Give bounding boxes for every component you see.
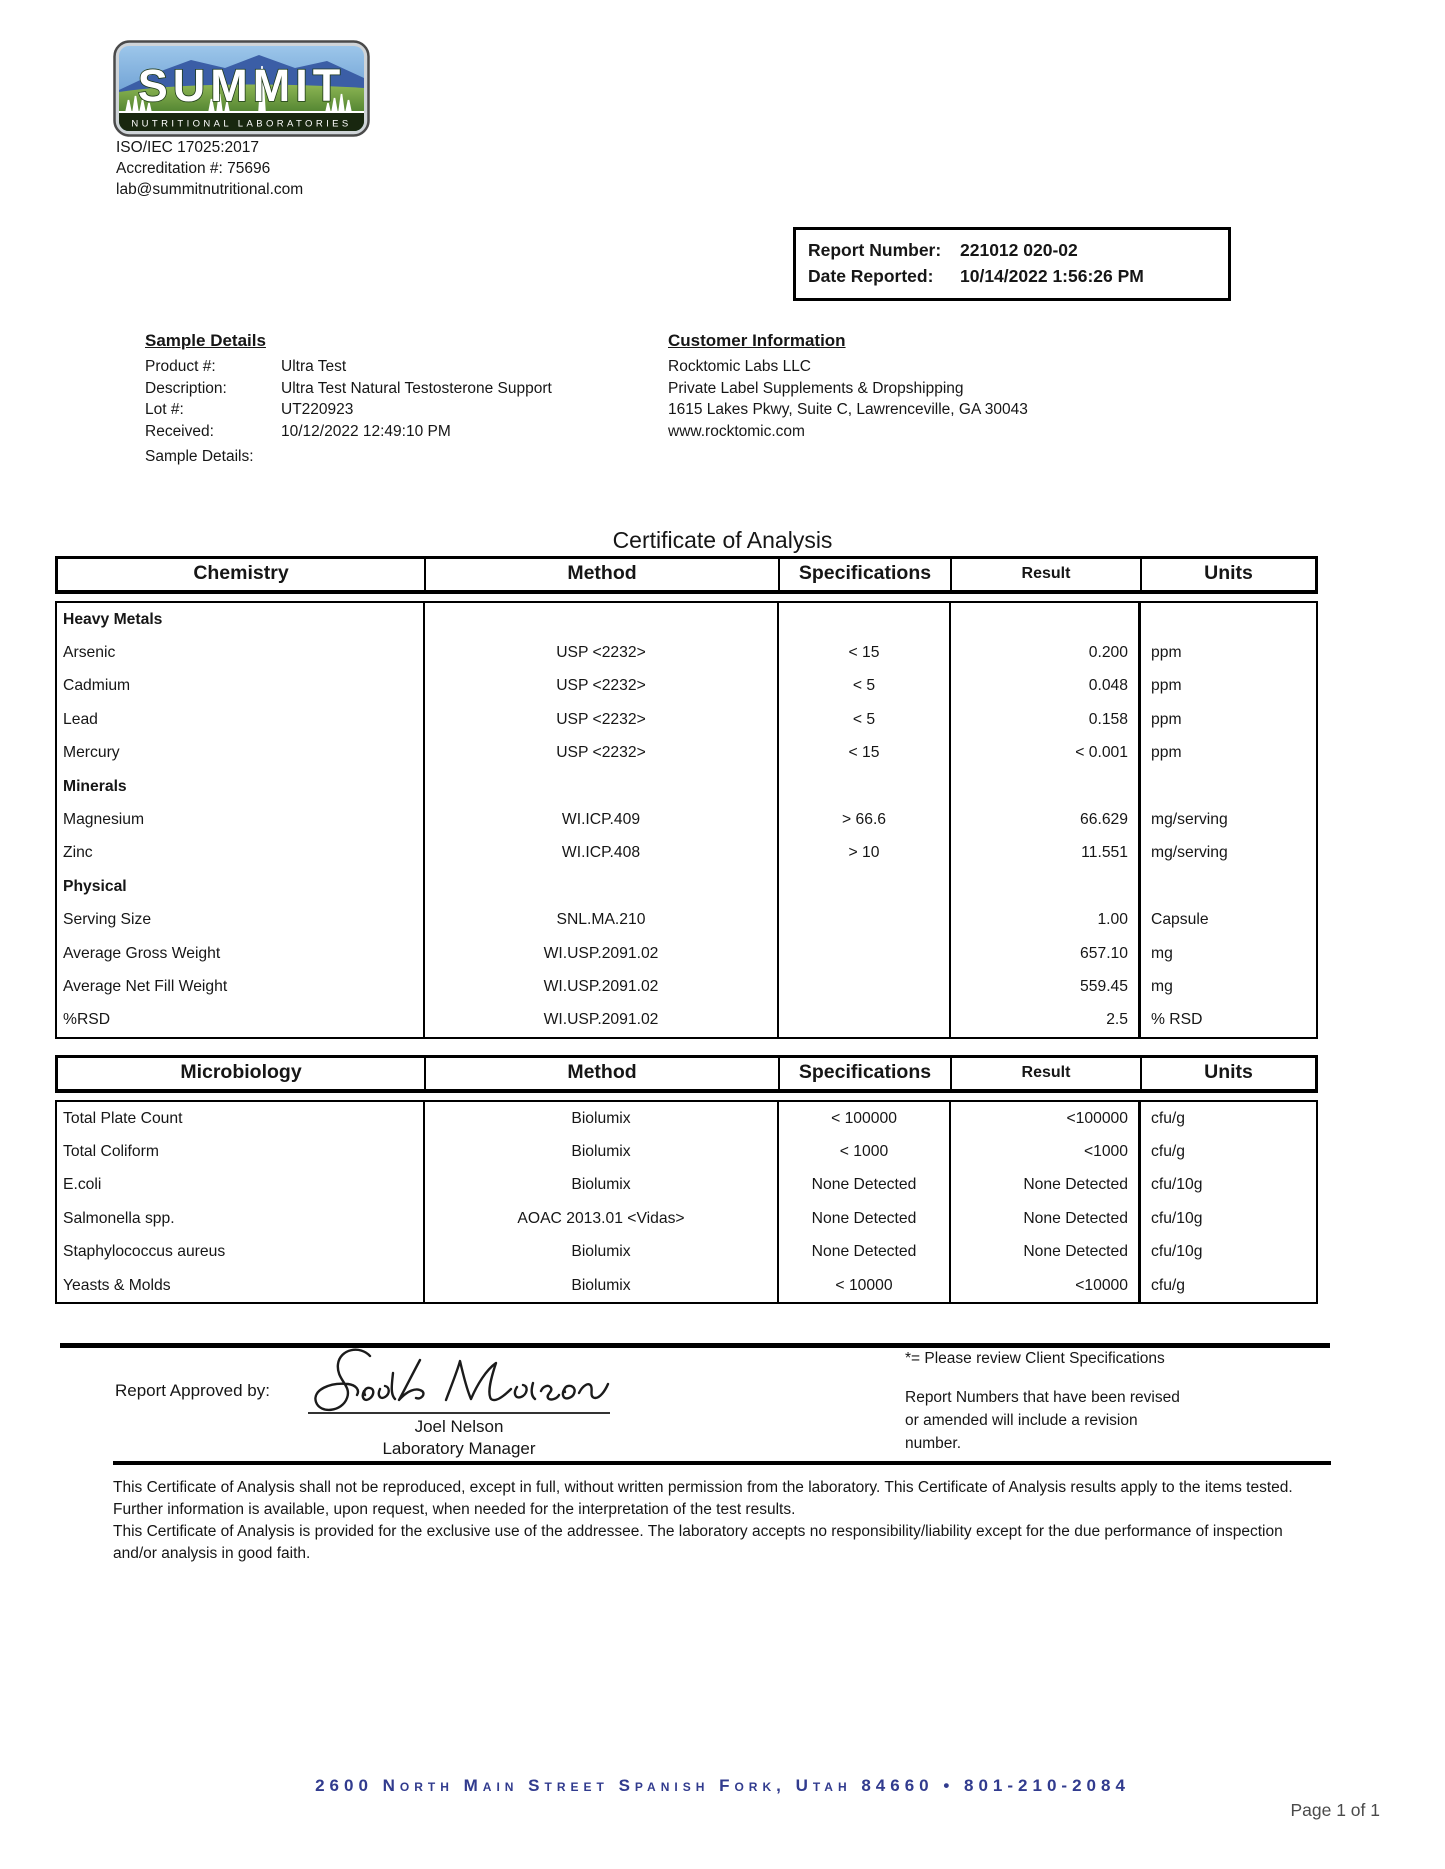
summit-logo-image bbox=[113, 40, 370, 137]
cell-units: % RSD bbox=[1151, 1011, 1203, 1029]
cell-result: 11.551 bbox=[951, 837, 1141, 870]
cell-method: WI.USP.2091.02 bbox=[425, 937, 779, 970]
cell-result: <100000 bbox=[951, 1102, 1141, 1135]
sample-detail-value: 10/12/2022 12:49:10 PM bbox=[281, 422, 451, 440]
cell-result: None Detected bbox=[951, 1236, 1141, 1269]
cell-name: Staphylococcus aureus bbox=[57, 1236, 425, 1269]
column-header: Specifications bbox=[780, 1058, 952, 1089]
cell-result: 1.00 bbox=[951, 904, 1141, 937]
cell-name: Cadmium bbox=[57, 670, 425, 703]
column-header: Specifications bbox=[780, 559, 952, 590]
cell-name: Total Coliform bbox=[57, 1135, 425, 1168]
cell-units: mg/serving bbox=[1151, 844, 1228, 862]
cell-spec: < 15 bbox=[779, 636, 951, 669]
customer-information-heading: Customer Information bbox=[668, 331, 846, 350]
cell-method: WI.USP.2091.02 bbox=[425, 1004, 779, 1037]
cell-units bbox=[1141, 870, 1316, 903]
column-header: Method bbox=[426, 1058, 780, 1089]
cell-spec: < 5 bbox=[779, 703, 951, 736]
sample-details-rows bbox=[145, 356, 552, 442]
page-number: Page 1 of 1 bbox=[1290, 1800, 1380, 1820]
cell-method bbox=[425, 603, 779, 636]
cell-name: %RSD bbox=[57, 1004, 425, 1037]
column-header: Units bbox=[1204, 1061, 1253, 1083]
column-header: Chemistry bbox=[58, 559, 426, 590]
cell-units: cfu/g bbox=[1151, 1276, 1186, 1294]
cell-method: Biolumix bbox=[425, 1236, 779, 1269]
table-row bbox=[57, 636, 1316, 669]
cell-name: Arsenic bbox=[57, 636, 425, 669]
cell-units: ppm bbox=[1151, 744, 1182, 762]
table-row bbox=[57, 1236, 1316, 1269]
cell-method: WI.ICP.408 bbox=[425, 837, 779, 870]
cell-units: mg/serving bbox=[1151, 811, 1228, 829]
cell-method: WI.USP.2091.02 bbox=[425, 970, 779, 1003]
sample-detail-label: Lot #: bbox=[145, 401, 184, 418]
cell-method bbox=[425, 770, 779, 803]
microbiology-table-body bbox=[55, 1100, 1318, 1304]
date-reported-value: 10/14/2022 1:56:26 PM bbox=[960, 266, 1144, 286]
table-row bbox=[57, 737, 1316, 770]
cell-result: 0.158 bbox=[951, 703, 1141, 736]
cell-method: USP <2232> bbox=[425, 670, 779, 703]
microbiology-table bbox=[55, 1055, 1318, 1304]
sample-details-extra-label: Sample Details: bbox=[145, 448, 254, 465]
table-row bbox=[57, 670, 1316, 703]
column-header: Units bbox=[1204, 562, 1253, 584]
cell-spec bbox=[779, 870, 951, 903]
cell-units: cfu/g bbox=[1151, 1143, 1186, 1161]
sample-detail-label: Description: bbox=[145, 379, 227, 397]
cell-method: Biolumix bbox=[425, 1269, 779, 1302]
table-row bbox=[57, 1004, 1316, 1037]
approver-title: Laboratory Manager bbox=[382, 1439, 536, 1458]
accreditation-block bbox=[116, 137, 303, 200]
cell-method: Biolumix bbox=[425, 1102, 779, 1135]
customer-information-lines bbox=[668, 356, 1028, 442]
cell-result: 66.629 bbox=[951, 803, 1141, 836]
accreditation-number-line: Accreditation #: 75696 bbox=[116, 160, 271, 177]
cell-units: Capsule bbox=[1151, 911, 1209, 929]
cell-name: Average Gross Weight bbox=[57, 937, 425, 970]
cell-result: None Detected bbox=[951, 1202, 1141, 1235]
sample-detail-label: Received: bbox=[145, 422, 214, 440]
signature bbox=[300, 1340, 615, 1420]
divider-rule-top bbox=[60, 1343, 1330, 1348]
table-row bbox=[57, 1102, 1316, 1135]
cell-method: USP <2232> bbox=[425, 636, 779, 669]
cell-spec: < 1000 bbox=[779, 1135, 951, 1168]
cell-method bbox=[425, 870, 779, 903]
report-number-value: 221012 020-02 bbox=[960, 240, 1078, 260]
cell-result bbox=[951, 870, 1141, 903]
cell-units bbox=[1141, 770, 1316, 803]
column-header: Method bbox=[426, 559, 780, 590]
table-row bbox=[57, 1269, 1316, 1302]
sample-detail-value: Ultra Test Natural Testosterone Support bbox=[281, 379, 552, 397]
date-reported-label: Date Reported: bbox=[808, 266, 934, 286]
column-header: Result bbox=[952, 559, 1142, 590]
chemistry-table bbox=[55, 556, 1318, 1039]
report-number-label: Report Number: bbox=[808, 240, 942, 260]
sample-detail-value: Ultra Test bbox=[281, 358, 347, 375]
table-row bbox=[57, 1169, 1316, 1202]
cell-name: Average Net Fill Weight bbox=[57, 970, 425, 1003]
client-spec-note: *= Please review Client Specifications bbox=[905, 1350, 1165, 1367]
report-approved-by-label: Report Approved by: bbox=[115, 1381, 270, 1400]
disclaimer-paragraph-1: This Certificate of Analysis shall not be reproduced, except in full, without written permission from the laboratory. This Certificate of Analysis results apply to the items tested. Further information is available, upon request, when needed for the interpretation of the test results. bbox=[113, 1479, 1293, 1518]
customer-info-line: Rocktomic Labs LLC bbox=[668, 358, 812, 375]
cell-result: <1000 bbox=[951, 1135, 1141, 1168]
logo-subtitle: NUTRITIONAL LABORATORIES bbox=[131, 118, 352, 130]
cell-result: 559.45 bbox=[951, 970, 1141, 1003]
cell-units: cfu/10g bbox=[1151, 1243, 1203, 1261]
table-row bbox=[57, 703, 1316, 736]
cell-spec bbox=[779, 970, 951, 1003]
microbiology-table-head bbox=[55, 1055, 1318, 1093]
cell-method: WI.ICP.409 bbox=[425, 803, 779, 836]
cell-method: SNL.MA.210 bbox=[425, 904, 779, 937]
cell-spec bbox=[779, 603, 951, 636]
table-row bbox=[57, 904, 1316, 937]
divider-rule-bottom bbox=[113, 1461, 1331, 1465]
iso-line: ISO/IEC 17025:2017 bbox=[116, 139, 260, 156]
sample-detail-value: UT220923 bbox=[281, 401, 354, 418]
table-row bbox=[57, 803, 1316, 836]
cell-name: Lead bbox=[57, 703, 425, 736]
disclaimer-paragraph-2: This Certificate of Analysis is provided for the exclusive use of the addressee. The laboratory accepts no responsibility/liability except for the due performance of inspection and/or analysis in good faith. bbox=[113, 1523, 1283, 1562]
cell-units: ppm bbox=[1151, 644, 1182, 662]
cell-spec: < 5 bbox=[779, 670, 951, 703]
cell-name: Zinc bbox=[57, 837, 425, 870]
table-row bbox=[57, 1135, 1316, 1168]
cell-name: Minerals bbox=[57, 770, 425, 803]
cell-name: Heavy Metals bbox=[57, 603, 425, 636]
sample-details-heading: Sample Details bbox=[145, 331, 266, 350]
cell-spec: None Detected bbox=[779, 1202, 951, 1235]
sample-details-section bbox=[145, 331, 552, 442]
cell-name: Physical bbox=[57, 870, 425, 903]
cell-units: cfu/10g bbox=[1151, 1209, 1203, 1227]
table-row bbox=[57, 970, 1316, 1003]
cell-spec: > 66.6 bbox=[779, 803, 951, 836]
cell-result: <10000 bbox=[951, 1269, 1141, 1302]
chemistry-table-body bbox=[55, 601, 1318, 1039]
cell-units: mg bbox=[1151, 977, 1173, 995]
cell-result: < 0.001 bbox=[951, 737, 1141, 770]
cell-spec bbox=[779, 937, 951, 970]
cell-name: Total Plate Count bbox=[57, 1102, 425, 1135]
cell-result: None Detected bbox=[951, 1169, 1141, 1202]
cell-name: Mercury bbox=[57, 737, 425, 770]
cell-method: Biolumix bbox=[425, 1169, 779, 1202]
cell-spec: None Detected bbox=[779, 1169, 951, 1202]
cell-spec: < 100000 bbox=[779, 1102, 951, 1135]
cell-result: 2.5 bbox=[951, 1004, 1141, 1037]
signature-line bbox=[308, 1412, 610, 1414]
cell-name: Salmonella spp. bbox=[57, 1202, 425, 1235]
sample-detail-row bbox=[145, 421, 552, 443]
cell-spec bbox=[779, 770, 951, 803]
cell-units: mg bbox=[1151, 944, 1173, 962]
column-header: Result bbox=[952, 1058, 1142, 1089]
cell-name: E.coli bbox=[57, 1169, 425, 1202]
approver-name: Joel Nelson bbox=[414, 1417, 504, 1436]
cell-units: cfu/10g bbox=[1151, 1176, 1203, 1194]
logo-title: SUMMIT bbox=[137, 60, 346, 111]
cell-spec bbox=[779, 904, 951, 937]
cell-spec: None Detected bbox=[779, 1236, 951, 1269]
cell-units: cfu/g bbox=[1151, 1109, 1186, 1127]
cell-spec: > 10 bbox=[779, 837, 951, 870]
sample-detail-row bbox=[145, 399, 552, 421]
page-title: Certificate of Analysis bbox=[612, 527, 833, 553]
cell-name: Yeasts & Molds bbox=[57, 1269, 425, 1302]
cell-spec: < 10000 bbox=[779, 1269, 951, 1302]
disclaimer-block bbox=[113, 1477, 1309, 1565]
cell-result: 0.048 bbox=[951, 670, 1141, 703]
footer-address: 2600 North Main Street Spanish Fork, Utah 84660 • 801-210-2084 bbox=[315, 1776, 1130, 1795]
sample-detail-row bbox=[145, 356, 552, 378]
cell-spec bbox=[779, 1004, 951, 1037]
cell-units bbox=[1141, 603, 1316, 636]
summit-logo bbox=[113, 40, 370, 142]
customer-information-section bbox=[668, 331, 1028, 442]
signature-image bbox=[300, 1340, 615, 1415]
cell-method: USP <2232> bbox=[425, 703, 779, 736]
sample-detail-row bbox=[145, 378, 552, 400]
table-row bbox=[57, 937, 1316, 970]
category-row bbox=[57, 603, 1316, 636]
cell-spec: < 15 bbox=[779, 737, 951, 770]
sample-detail-label: Product #: bbox=[145, 358, 216, 375]
cell-result: 0.200 bbox=[951, 636, 1141, 669]
cell-name: Serving Size bbox=[57, 904, 425, 937]
table-row bbox=[57, 837, 1316, 870]
cell-result bbox=[951, 603, 1141, 636]
category-row bbox=[57, 870, 1316, 903]
customer-info-line: www.rocktomic.com bbox=[668, 422, 805, 440]
cell-units: ppm bbox=[1151, 677, 1182, 695]
cell-method: Biolumix bbox=[425, 1135, 779, 1168]
chemistry-table-head bbox=[55, 556, 1318, 594]
customer-info-line: 1615 Lakes Pkwy, Suite C, Lawrenceville, GA 30043 bbox=[668, 401, 1028, 418]
table-row bbox=[57, 1202, 1316, 1235]
column-header: Microbiology bbox=[58, 1058, 426, 1089]
cell-method: USP <2232> bbox=[425, 737, 779, 770]
lab-email-line: lab@summitnutritional.com bbox=[116, 181, 304, 198]
category-row bbox=[57, 770, 1316, 803]
report-info-box bbox=[793, 227, 1231, 301]
cell-method: AOAC 2013.01 <Vidas> bbox=[425, 1202, 779, 1235]
cell-name: Magnesium bbox=[57, 803, 425, 836]
revision-note: Report Numbers that have been revised or amended will include a revision number. bbox=[905, 1389, 1180, 1452]
customer-info-line: Private Label Supplements & Dropshipping bbox=[668, 379, 964, 397]
cell-result bbox=[951, 770, 1141, 803]
cell-result: 657.10 bbox=[951, 937, 1141, 970]
cell-units: ppm bbox=[1151, 710, 1182, 728]
